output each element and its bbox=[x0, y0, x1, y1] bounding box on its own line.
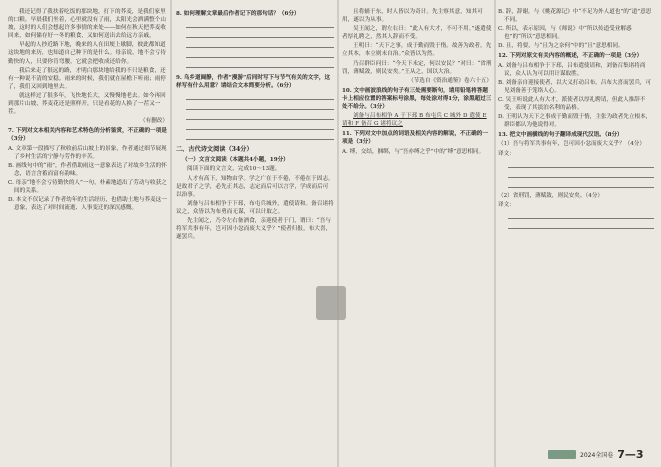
page-number: 7—3 bbox=[617, 447, 644, 461]
question-13-part-1: （1）吾与将军共事有年，岂可因小忿而废大义乎？（4分） bbox=[498, 141, 645, 148]
question-10-stem: 10. 文中画波浪线的句子有三处需要断句，请用铅笔将答题卡上相应位置的答案标号涂黑，每处涂对得1分，涂黑超过三处不给分。（3分） bbox=[342, 87, 492, 111]
translation-line[interactable] bbox=[508, 179, 654, 188]
question-11-option-a: A. 缚，交结，捆绑，与“吾亦缚之乎”中的“缚”意思相同。 bbox=[342, 148, 485, 155]
question-12-option-d: D. 王明认为天下之事成于勤而毁于惰，主张为政者先立根本，群臣都认为他说得对。 bbox=[498, 114, 652, 129]
passage-source: （节选自《资治通鉴》卷六十五） bbox=[408, 77, 492, 84]
question-7-stem: 7. 下列对文本相关内容和艺术特色的分析鉴赏，不正确的一项是（3分） bbox=[8, 128, 167, 143]
question-13-stem: 13. 把文中画横线的句子翻译成现代汉语。（8分） bbox=[498, 132, 623, 139]
classical-paragraph: 吴王闻之，谓左右曰：“此人有大才，不可不用。”遂遣使者厚礼聘之，然其人辞而不受。 bbox=[342, 26, 492, 41]
column-4 bbox=[498, 8, 654, 460]
classical-paragraph: 乃召群臣问曰：“今天下未定，何以安民？”对曰：“省刑罚，薄赋敛，则民安矣。”王从之，国以大治。 bbox=[342, 60, 492, 75]
question-7-option-a: A. 文章第一段描写了秋收前后山坡上的景象，作者通过细节展现了乡村生活的宁静与劳作的辛苦。 bbox=[8, 145, 167, 160]
answer-line[interactable] bbox=[186, 39, 334, 48]
subsection-heading: （一）文言文阅读（本题共4小题，19分） bbox=[182, 157, 289, 164]
translation-line[interactable] bbox=[508, 220, 654, 229]
question-11-option-b: B. 辞，辞谢，与《桃花源记》中“不足为外人道也”的“道”意思不同。 bbox=[498, 9, 652, 24]
reading-instruction: 阅读下面的文言文，完成10～13题。 bbox=[187, 166, 281, 173]
question-7-option-c: C. 母亲“地不会亏待勤快的人”一句，朴素地道出了劳动与收获之间的关系。 bbox=[8, 179, 167, 194]
translation-label: 译文： bbox=[498, 150, 515, 157]
column-2 bbox=[176, 8, 334, 460]
question-11-option-d: D. 且，将要，与“且为之奈何”中的“且”意思相同。 bbox=[498, 43, 624, 50]
column-3 bbox=[342, 8, 492, 460]
column-divider bbox=[170, 0, 172, 467]
question-12-option-b: B. 刘备亲自迎接使者，以大义打动吕布，吕布大喜而罢兵，可见刘备善于笼络人心。 bbox=[498, 79, 652, 94]
question-12-option-a: A. 刘备与吕布相争于下邳，吕布遣使请和，刘备召集诸将商议，众人认为可以用计谋取胜。 bbox=[498, 62, 646, 77]
passage-paragraph: 我后来走了很远的路，才明白那块地给我的不只是粮食，还有一种说不清的安稳。雨来的时候，我们就在屋檐下听雨；雨停了，我们又回到地里去。 bbox=[8, 67, 167, 90]
question-8-stem: 8. 如何理解文章最后作者记下的那句话？（6分） bbox=[176, 11, 300, 17]
translation-line[interactable] bbox=[508, 169, 654, 178]
answer-line[interactable] bbox=[186, 91, 334, 100]
answer-line[interactable] bbox=[186, 131, 334, 140]
question-7-option-b: B. 画线句中的“雨”，作者借助雨这一意象表达了对故乡生活的怀念，语言含蓄而富有韵味。 bbox=[8, 162, 167, 177]
classical-paragraph: 刘备与吕布相争于下邳，布屯兵城外，遣使请和。备召诸将议之，众皆以为布勇而无谋，可以计取之。 bbox=[176, 200, 334, 215]
answer-line[interactable] bbox=[186, 49, 334, 58]
translation-line[interactable] bbox=[508, 159, 654, 168]
classical-paragraph: 先主闻之，乃令左右备酒食，亲迎使者于门，谓曰：“吾与将军共事有年，岂可因小忿而废大义乎？”使者归报，布大喜，遂罢兵。 bbox=[176, 218, 332, 241]
question-13-part-2: （2）省刑罚，薄赋敛，则民安矣。（4分） bbox=[498, 192, 604, 199]
answer-line[interactable] bbox=[186, 29, 334, 38]
column-divider bbox=[337, 0, 339, 467]
classical-paragraph: 且将辅于东，时人皆以为奇计。先主察其意，知其可用，遂以为从事。 bbox=[342, 9, 483, 24]
answer-line[interactable] bbox=[186, 121, 334, 130]
section-heading: 二、古代诗文阅读（34分） bbox=[176, 146, 253, 154]
question-9-stem: 9. 乌乡道阔静，作者“漫游”后同时写下与节气有关的文字，这样写有什么用意？请结合文本简要分析。（6分） bbox=[176, 75, 331, 90]
answer-line[interactable] bbox=[186, 19, 334, 28]
column-divider bbox=[494, 0, 496, 467]
answer-line[interactable] bbox=[186, 111, 334, 120]
passage-paragraph: 就这样过了很多年，飞快地长大，又慢慢地老去。如今再回到那片山坡，荞麦花还是照样开，只是看花的人换了一茬又一茬。 bbox=[8, 92, 166, 116]
brand-logo bbox=[548, 450, 576, 459]
translation-line[interactable] bbox=[508, 210, 654, 219]
question-11-stem: 11. 下列对文中加点的词语及相关内容的解说，不正确的一项是（3分） bbox=[342, 131, 488, 146]
translation-label: 译文： bbox=[498, 201, 515, 208]
passage-paragraph: 早起的人抄近路下地，晚来的人在田埂上歇脚，彼此都知道这块地的来历，也知道自己种下的是什么。母亲说，地不会亏待勤快的人，只要你肯弯腰，它就会把收成还给你。 bbox=[8, 42, 167, 65]
page-footer bbox=[548, 448, 656, 460]
answer-line[interactable] bbox=[186, 59, 334, 68]
question-12-stem: 12. 下列对原文有关内容的概述，不正确的一项是（3分） bbox=[498, 53, 643, 60]
column-1 bbox=[8, 8, 168, 460]
question-7-option-d: D. 本文不仅记录了作者幼年的生活经历，也借助土地与荞麦这一意象，表达了对时间流逝、人事变迁的深沉感慨。 bbox=[8, 197, 167, 212]
passage-paragraph: 我还记得了我扶着吃饭的那块地，打下的荞麦，是我们家里的口粮。早晨我们坐着，心里就没有了雨，太阳光会洒满整个山坡，这时的人们会想起许多事情的来处——如何在秋天把荞麦收回来，如何储存好一冬的粮食，又如何送出去给远方亲戚。 bbox=[8, 9, 167, 40]
question-10-sentence: 刘备与吕布相争 A 于下邳 B 布屯兵 C 城外 D 遣使 E 请和 F 备召 G 诸将议之 bbox=[342, 113, 487, 128]
classical-paragraph: 人才有高下，知物由学。学之广在于不倦，不倦在于固志。是故君子之学，必先正其志，志定而后可以言学，学成而后可以治事。 bbox=[176, 175, 334, 198]
answer-line[interactable] bbox=[186, 101, 334, 110]
question-11-option-c: C. 所以，表示原因，与《师说》中“所以传道受业解惑也”的“所以”意思相同。 bbox=[498, 26, 632, 41]
classical-paragraph: 王明曰：“天下之事，成于勤而毁于惰。故善为政者，先立其本，本立则末自治。”众皆以为然。 bbox=[342, 43, 492, 58]
question-12-option-c: C. 吴王听说此人有大才，派使者以厚礼聘请，但此人推辞不受，表现了其淡泊名利的品格。 bbox=[498, 96, 646, 112]
passage-source: （有删改） bbox=[140, 118, 168, 125]
footer-brand: 2024全国卷 bbox=[580, 451, 614, 459]
